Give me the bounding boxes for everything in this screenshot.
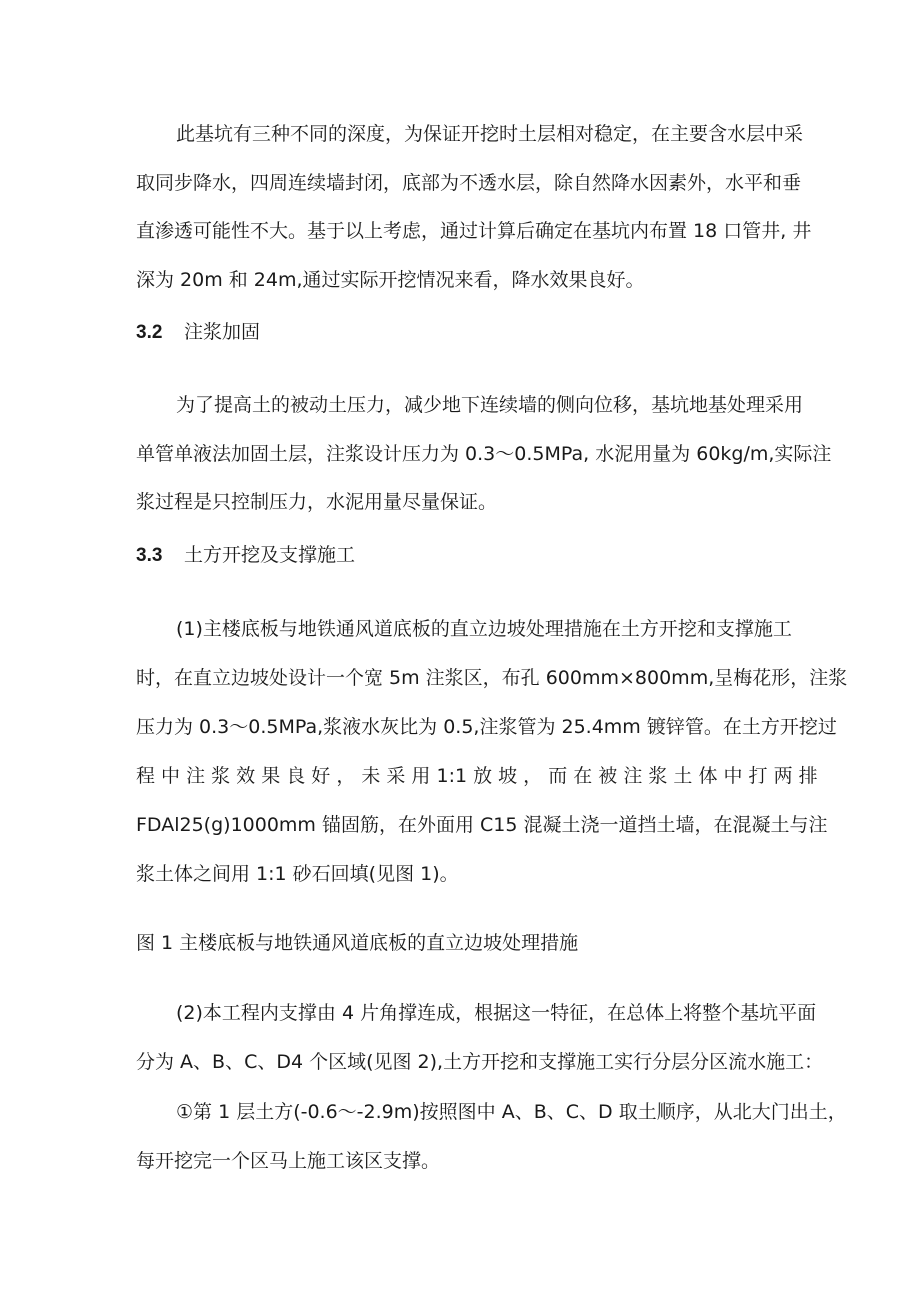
figure-1-caption: 图 1 主楼底板与地铁通风道底板的直立边坡处理措施: [136, 932, 579, 954]
paragraph-3-line-6: 浆土体之间用 1:1 砂石回填(见图 1)。: [136, 863, 459, 885]
section-title: 土方开挖及支撑施工: [184, 544, 356, 566]
section-heading-3-2: [136, 319, 260, 346]
paragraph-1-line-3: 直渗透可能性不大。基于以上考虑，通过计算后确定在基坑内布置 18 口管井, 井: [136, 220, 812, 242]
paragraph-4-line-1: (2)本工程内支撑由 4 片角撑连成，根据这一特征，在总体上将整个基坑平面: [176, 1002, 817, 1024]
paragraph-2-line-3: 浆过程是只控制压力，水泥用量尽量保证。: [136, 491, 498, 513]
paragraph-3-line-2: 时，在直立边坡处设计一个宽 5m 注浆区，布孔 600mm×800mm,呈梅花形，注浆: [136, 667, 848, 689]
paragraph-1-line-4: 深为 20m 和 24m,通过实际开挖情况来看，降水效果良好。: [136, 269, 645, 291]
paragraph-3-line-3: 压力为 0.3～0.5MPa,浆液水灰比为 0.5,注浆管为 25.4mm 镀锌管。在土方开挖过: [136, 716, 837, 738]
paragraph-5-line-1: ①第 1 层土方(-0.6～-2.9m)按照图中 A、B、C、D 取土顺序，从北大门出土，: [176, 1101, 847, 1123]
paragraph-2-line-2: 单管单液法加固土层，注浆设计压力为 0.3～0.5MPa, 水泥用量为 60kg∕m,实际注: [136, 443, 832, 465]
section-number: 3.2: [136, 322, 163, 343]
paragraph-3-line-4: 程 中 注 浆 效 果 良 好 ， 未 采 用 1:1 放 坡 ， 而 在 被 注 浆 土 体 中 打 两 排: [136, 765, 818, 787]
paragraph-3-line-1: (1)主楼底板与地铁通风道底板的直立边坡处理措施在土方开挖和支撑施工: [176, 618, 792, 640]
section-number: 3.3: [136, 545, 163, 566]
paragraph-5-line-2: 每开挖完一个区马上施工该区支撑。: [136, 1150, 441, 1172]
paragraph-3-line-5: FDAl25(g)1000mm 锚固筋，在外面用 C15 混凝土浇一道挡土墙，在混凝土与注: [136, 814, 828, 836]
section-heading-3-3: [136, 542, 355, 569]
paragraph-4-line-2: 分为 A、B、C、D4 个区域(见图 2),土方开挖和支撑施工实行分层分区流水施工：: [136, 1051, 824, 1073]
paragraph-1-line-2: 取同步降水，四周连续墙封闭，底部为不透水层，除自然降水因素外，水平和垂: [136, 172, 802, 194]
paragraph-2-line-1: 为了提高土的被动土压力，减少地下连续墙的侧向位移，基坑地基处理采用: [176, 394, 804, 416]
section-title: 注浆加固: [184, 321, 261, 343]
paragraph-1-line-1: 此基坑有三种不同的深度，为保证开挖时土层相对稳定，在主要含水层中采: [176, 123, 804, 145]
